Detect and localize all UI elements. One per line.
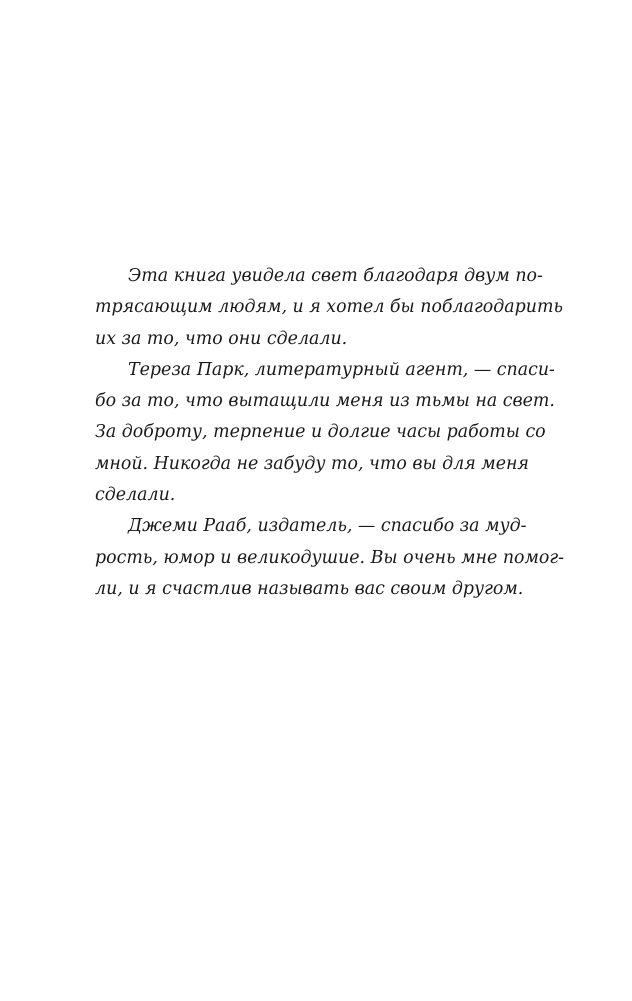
paragraph-2-line-5: сделали. [95, 485, 176, 506]
acknowledgements-text [95, 261, 565, 605]
paragraph-3-line-1: Джеми Рааб, издатель, — спасибо за муд- [128, 516, 527, 537]
paragraph-3-line-2: рость, юмор и великодушие. Вы очень мне помог- [95, 547, 565, 568]
paragraph-2-line-2: бо за то, что вытащили меня из тьмы на свет. [95, 391, 555, 412]
paragraph-3-line-3: ли, и я счастлив называть вас своим другом. [95, 578, 524, 599]
paragraph-1-line-2: трясающим людям, и я хотел бы поблагодарить [95, 297, 563, 318]
paragraph-1-line-1: Эта книга увидела свет благодаря двум по- [128, 266, 543, 286]
paragraph-2-line-3: За доброту, терпение и долгие часы работы со [95, 422, 546, 443]
paragraph-2-line-1: Тереза Парк, литературный агент, — спаси- [128, 359, 555, 380]
paragraph-2-line-4: мной. Никогда не забуду то, что вы для меня [95, 453, 529, 474]
paragraph-1-line-3: их за то, что они сделали. [95, 328, 348, 349]
